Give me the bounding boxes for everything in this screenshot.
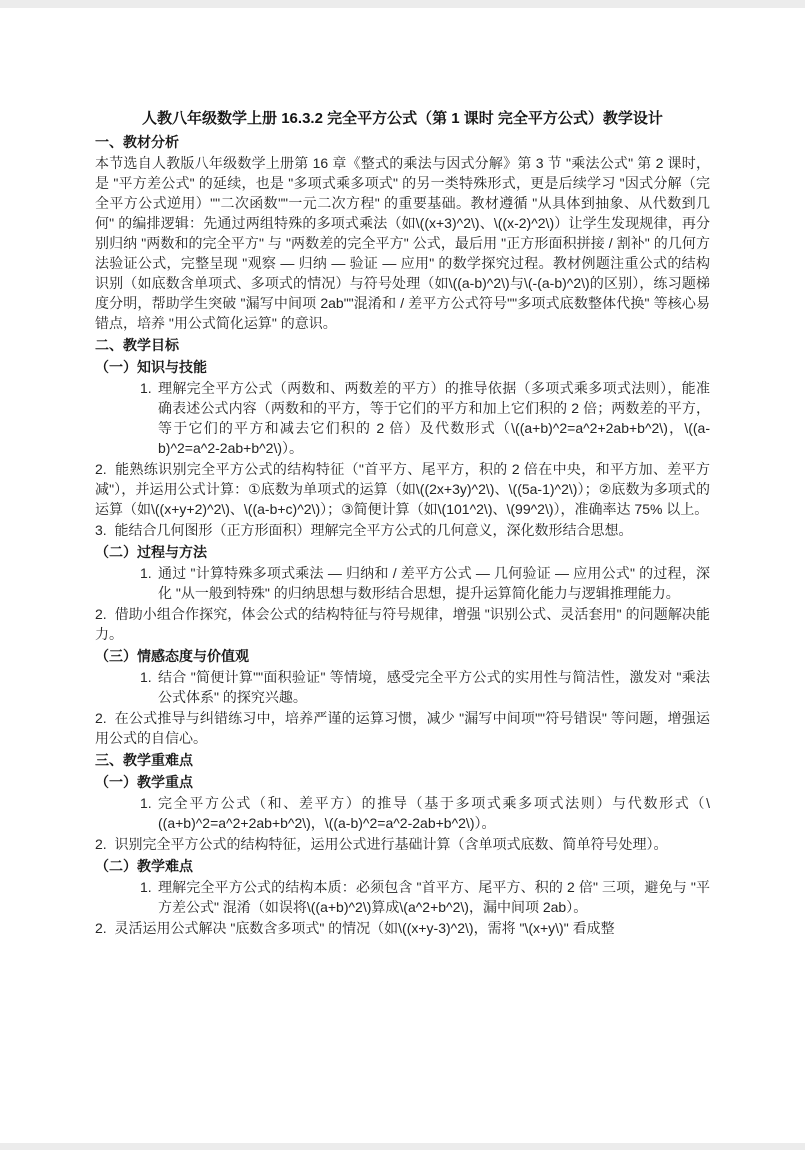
section-heading: 二、教学目标 [95,337,179,353]
list-item [140,793,710,833]
section-heading: （二）过程与方法 [95,544,207,560]
section-heading: 三、教学重难点 [95,752,193,768]
list-item-number: 1. [140,565,152,581]
section-heading: （一）教学重点 [95,774,193,790]
list-item: 2. 灵活运用公式解决 "底数含多项式" 的情况（如\((x+y-3)^2\)，需将 "\(x+y\)" 看成整 [95,920,615,936]
document-title: 人教八年级数学上册 16.3.2 完全平方公式（第 1 课时 完全平方公式）教学设计 [142,110,663,127]
section-heading: （二）教学难点 [95,858,193,874]
section-heading: 一、教材分析 [95,134,179,150]
list-item-text: 理解完全平方公式（两数和、两数差的平方）的推导依据（多项式乘多项式法则），能准确表述公式内容（两数和的平方，等于它们的平方和加上它们积的 2 倍；两数差的平方，等于它们的平方和减去它们积的 2 倍）及代数形式（\((a+b)^2=a^2+2ab+b^2\)，\((a-b)^2=a^2-2ab+b^2\)）。 [158,380,710,456]
list-item: 2. 能熟练识别完全平方公式的结构特征（"首平方、尾平方，积的 2 倍在中央，和平方加、差平方减"），并运用公式计算：①底数为单项式的运算（如\((2x+3y)^2\)、\((5a-1)^2\)）；②底数为多项式的运算（如\((x+y+2)^2\)、\((a-b+c)^2\)）；③简便计算（如\(101^2\)、\(99^2\)），准确率达 75% 以上。 [95,461,710,517]
list-item-number: 1. [140,380,152,396]
list-item-number: 1. [140,795,152,811]
list-item [140,667,710,707]
list-item [140,877,710,917]
list-item: 2. 识别完全平方公式的结构特征，运用公式进行基础计算（含单项式底数、简单符号处理）。 [95,836,668,852]
list-item [140,563,710,603]
list-item: 2. 借助小组合作探究，体会公式的结构特征与符号规律，增强 "识别公式、灵活套用" 的问题解决能力。 [95,606,710,642]
section-heading: （三）情感态度与价值观 [95,648,249,664]
document-page [0,8,805,1143]
paragraph: 本节选自人教版八年级数学上册第 16 章《整式的乘法与因式分解》第 3 节 "乘法公式" 第 2 课时，是 "平方差公式" 的延续，也是 "多项式乘多项式" 的另一类特殊形式，更是后续学习 "因式分解（完全平方公式逆用）""二次函数""一元二次方程" 的重要基础。教材遵循 "从具体到抽象、从代数到几何" 的编排逻辑：先通过两组特殊的多项式乘法（如\((x+3)^2\)、\((x-2)^2\)）让学生发现规律，再分别归纳 "两数和的完全平方" 与 "两数差的完全平方" 公式，最后用 "正方形面积拼接 / 割补" 的几何方法验证公式，完整呈现 "观察 — 归纳 — 验证 — 应用" 的数学探究过程。教材例题注重公式的结构识别（如底数含单项式、多项式的情况）与符号处理（如\((a-b)^2\)与\(-(a-b)^2\)的区别），练习题梯度分明，帮助学生突破 "漏写中间项 2ab""混淆和 / 差平方公式符号""多项式底数整体代换" 等核心易错点，培养 "用公式简化运算" 的意识。 [95,155,710,331]
list-item [140,378,710,458]
list-item: 2. 在公式推导与纠错练习中，培养严谨的运算习惯，减少 "漏写中间项""符号错误" 等问题，增强运用公式的自信心。 [95,710,710,746]
document-content [0,8,805,938]
list-item-number: 1. [140,879,152,895]
list-item: 3. 能结合几何图形（正方形面积）理解完全平方公式的几何意义，深化数形结合思想。 [95,522,633,538]
list-item-text: 完全平方公式（和、差平方）的推导（基于多项式乘多项式法则）与代数形式（\((a+b)^2=a^2+2ab+b^2\)，\((a-b)^2=a^2-2ab+b^2\)）。 [158,795,710,831]
list-item-text: 通过 "计算特殊多项式乘法 — 归纳和 / 差平方公式 — 几何验证 — 应用公式" 的过程，深化 "从一般到特殊" 的归纳思想与数形结合思想，提升运算简化能力与逻辑推理能力。 [158,565,710,601]
list-item-number: 1. [140,669,152,685]
list-item-text: 结合 "简便计算""面积验证" 等情境，感受完全平方公式的实用性与简洁性，激发对 "乘法公式体系" 的探究兴趣。 [158,669,710,705]
list-item-text: 理解完全平方公式的结构本质：必须包含 "首平方、尾平方、积的 2 倍" 三项，避免与 "平方差公式" 混淆（如误将\((a+b)^2\)算成\(a^2+b^2\)，漏中间项 2ab）。 [158,879,710,915]
document-body [95,132,710,938]
section-heading: （一）知识与技能 [95,359,207,375]
